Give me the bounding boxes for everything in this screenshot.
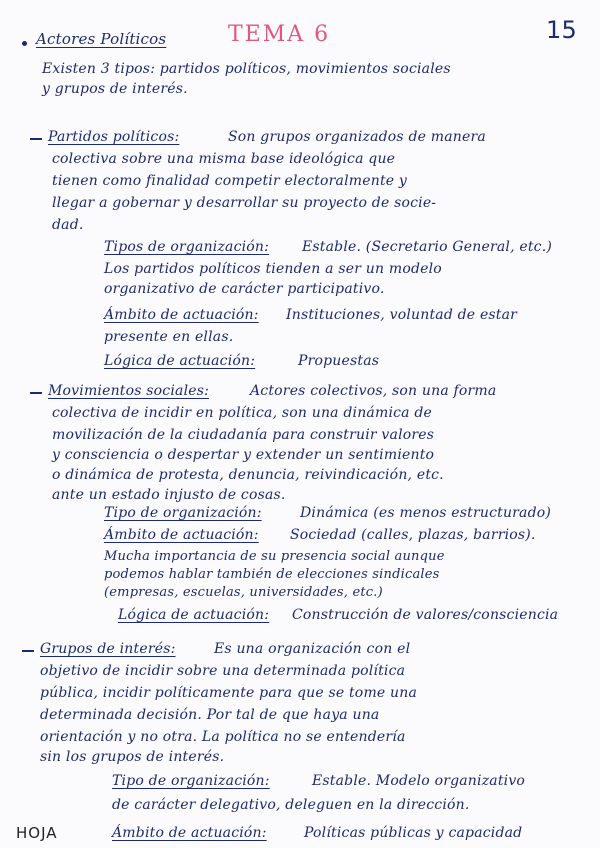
movimientos-amb-text: Sociedad (calles, plazas, barrios). xyxy=(290,527,536,543)
movimientos-line: y consciencia o despertar y extender un sentimiento xyxy=(52,447,435,463)
grupos-amb-text: Políticas públicas y capacidad xyxy=(304,825,523,841)
movimientos-amb-text: (empresas, escuelas, universidades, etc.) xyxy=(104,585,383,600)
partidos-line: colectiva sobre una misma base ideológica que xyxy=(52,151,396,167)
partidos-line: tienen como finalidad competir electoralmente y xyxy=(52,173,408,189)
partidos-org-label: Tipos de organización: xyxy=(104,239,270,255)
grupos-org-text: Estable. Modelo organizativo xyxy=(312,773,526,789)
grupos-line: sin los grupos de interés. xyxy=(40,749,225,765)
footer-hoja: HOJA xyxy=(16,824,58,842)
grupos-title: Grupos de interés: xyxy=(40,641,176,657)
movimientos-org-text: Dinámica (es menos estructurado) xyxy=(300,505,552,521)
intro-line: y grupos de interés. xyxy=(42,81,188,97)
movimientos-title: Movimientos sociales: xyxy=(48,383,210,399)
partidos-line: dad. xyxy=(52,217,84,233)
theme-title: TEMA 6 xyxy=(228,22,331,47)
partidos-amb-text: Instituciones, voluntad de estar xyxy=(286,307,518,323)
section-dash xyxy=(30,138,42,140)
partidos-line: llegar a gobernar y desarrollar su proyecto de socie- xyxy=(52,195,437,211)
partidos-log-text: Propuestas xyxy=(298,353,380,369)
movimientos-line: o dinámica de protesta, denuncia, reivindicación, etc. xyxy=(52,467,444,483)
movimientos-line: ante un estado injusto de cosas. xyxy=(52,487,286,503)
grupos-line: pública, incidir políticamente para que se tome una xyxy=(40,685,418,701)
section-dash xyxy=(30,392,42,394)
movimientos-amb-label: Ámbito de actuación: xyxy=(104,527,259,543)
movimientos-org-label: Tipo de organización: xyxy=(104,505,262,521)
grupos-org-label: Tipo de organización: xyxy=(112,773,270,789)
movimientos-log-text: Construcción de valores/consciencia xyxy=(292,607,559,623)
movimientos-log-label: Lógica de actuación: xyxy=(118,607,270,623)
grupos-amb-label: Ámbito de actuación: xyxy=(112,825,267,841)
partidos-amb-text: presente en ellas. xyxy=(104,329,234,345)
movimientos-amb-text: podemos hablar también de elecciones sindicales xyxy=(104,567,440,582)
partidos-log-label: Lógica de actuación: xyxy=(104,353,256,369)
partidos-line: Son grupos organizados de manera xyxy=(228,129,486,145)
grupos-org-text: de carácter delegativo, deleguen en la dirección. xyxy=(112,797,470,813)
partidos-org-text: organizativo de carácter participativo. xyxy=(104,281,385,297)
topic-heading: Actores Políticos xyxy=(36,30,167,48)
movimientos-amb-text: Mucha importancia de su presencia social aunque xyxy=(104,549,445,564)
movimientos-line: colectiva de incidir en política, son una dinámica de xyxy=(52,405,433,421)
page-number: 15 xyxy=(546,16,577,44)
grupos-line: determinada decisión. Por tal de que haya una xyxy=(40,707,380,723)
bullet-dot xyxy=(22,41,27,46)
grupos-line: orientación y no otra. La política no se entendería xyxy=(40,729,406,745)
partidos-org-text: Estable. (Secretario General, etc.) xyxy=(302,239,553,255)
movimientos-line: Actores colectivos, son una forma xyxy=(250,383,497,399)
partidos-amb-label: Ámbito de actuación: xyxy=(104,307,259,323)
partidos-org-text: Los partidos políticos tienden a ser un modelo xyxy=(104,261,442,277)
movimientos-line: movilización de la ciudadanía para construir valores xyxy=(52,427,435,443)
grupos-line: objetivo de incidir sobre una determinada política xyxy=(40,663,406,679)
section-dash xyxy=(22,650,34,652)
partidos-title: Partidos políticos: xyxy=(48,129,180,145)
grupos-line: Es una organización con el xyxy=(214,641,411,657)
intro-line: Existen 3 tipos: partidos políticos, movimientos sociales xyxy=(42,61,451,77)
